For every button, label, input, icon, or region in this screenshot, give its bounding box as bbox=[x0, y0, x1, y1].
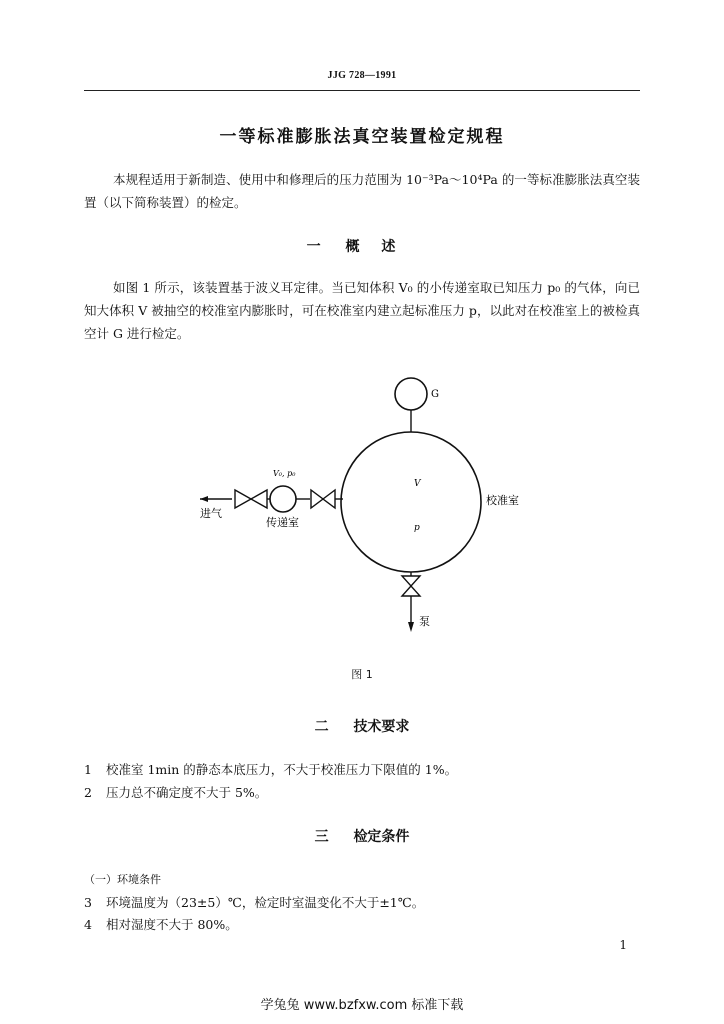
item-text: 校准室 1min 的静态本底压力，不大于校准压力下限值的 1%。 bbox=[106, 762, 458, 777]
section-heading-test-conditions bbox=[0, 826, 724, 846]
expansion-valve-symbol-right bbox=[323, 490, 335, 508]
section-heading-technical-requirements bbox=[0, 716, 724, 736]
section-number: 二 bbox=[314, 719, 329, 735]
figure-caption: 图 1 bbox=[351, 668, 373, 681]
section-heading-overview bbox=[0, 236, 724, 256]
item-text: 环境温度为（23±5）℃，检定时室温变化不大于±1℃。 bbox=[106, 895, 425, 910]
chamber-pressure-label: p bbox=[414, 523, 420, 533]
intro-paragraph: 本规程适用于新制造、使用中和修理后的压力范围为 10⁻³Pa～10⁴Pa 的一等标准膨胀法真空装置（以下简称装置）的检定。 bbox=[84, 172, 640, 210]
page-number: 1 bbox=[619, 938, 627, 952]
list-item bbox=[84, 782, 640, 804]
list-item bbox=[84, 759, 640, 781]
item-number: 4 bbox=[84, 917, 92, 932]
item-text: 相对湿度不大于 80%。 bbox=[106, 917, 238, 932]
list-item bbox=[84, 892, 640, 914]
section-number: 一 bbox=[306, 239, 321, 255]
apparatus-diagram bbox=[190, 370, 550, 640]
pump-arrow bbox=[408, 622, 414, 632]
section-title: 技术要求 bbox=[353, 719, 410, 735]
pump-label: 泵 bbox=[419, 615, 430, 628]
transfer-chamber-label: 传递室 bbox=[266, 516, 299, 529]
inlet-label: 进气 bbox=[200, 507, 222, 520]
subsection-heading: （一）环境条件 bbox=[84, 873, 161, 886]
pump-valve-symbol-lower bbox=[402, 586, 420, 596]
overview-paragraph: 如图 1 所示，该装置基于波义耳定律。当已知体积 V₀ 的小传递室取已知压力 p₀ 的气体，向已知大体积 V 被抽空的校准室内膨胀时，可在校准室内建立起标准压力 p，以此对在校准室上的被检真空计 G 进行检定。 bbox=[84, 280, 640, 341]
transfer-v0-p0-label: V₀, p₀ bbox=[273, 469, 296, 478]
header-rule bbox=[84, 90, 640, 91]
gauge-label: G bbox=[431, 389, 439, 400]
inlet-valve-symbol bbox=[235, 490, 251, 508]
section-number: 三 bbox=[314, 829, 329, 845]
item-text: 压力总不确定度不大于 5%。 bbox=[106, 785, 268, 800]
inlet-valve-symbol-right bbox=[251, 490, 267, 508]
calibration-chamber-symbol bbox=[341, 432, 481, 572]
pump-valve-symbol bbox=[402, 576, 420, 586]
chamber-volume-label: V bbox=[414, 479, 421, 489]
footer-watermark: 学兔兔 www.bzfxw.com 标准下载 bbox=[260, 998, 464, 1013]
transfer-chamber-symbol bbox=[270, 486, 296, 512]
document-code-header: JJG 728—1991 bbox=[327, 70, 397, 81]
vacuum-gauge-symbol bbox=[395, 378, 427, 410]
list-item bbox=[84, 914, 640, 936]
document-title: 一等标准膨胀法真空装置检定规程 bbox=[219, 127, 505, 147]
section-title: 概述 bbox=[345, 239, 418, 255]
expansion-valve-symbol bbox=[311, 490, 323, 508]
item-number: 2 bbox=[84, 785, 92, 800]
item-number: 3 bbox=[84, 895, 92, 910]
chamber-label: 校准室 bbox=[486, 494, 519, 507]
item-number: 1 bbox=[84, 762, 92, 777]
inlet-arrow bbox=[200, 496, 208, 502]
section-title: 检定条件 bbox=[353, 829, 410, 845]
